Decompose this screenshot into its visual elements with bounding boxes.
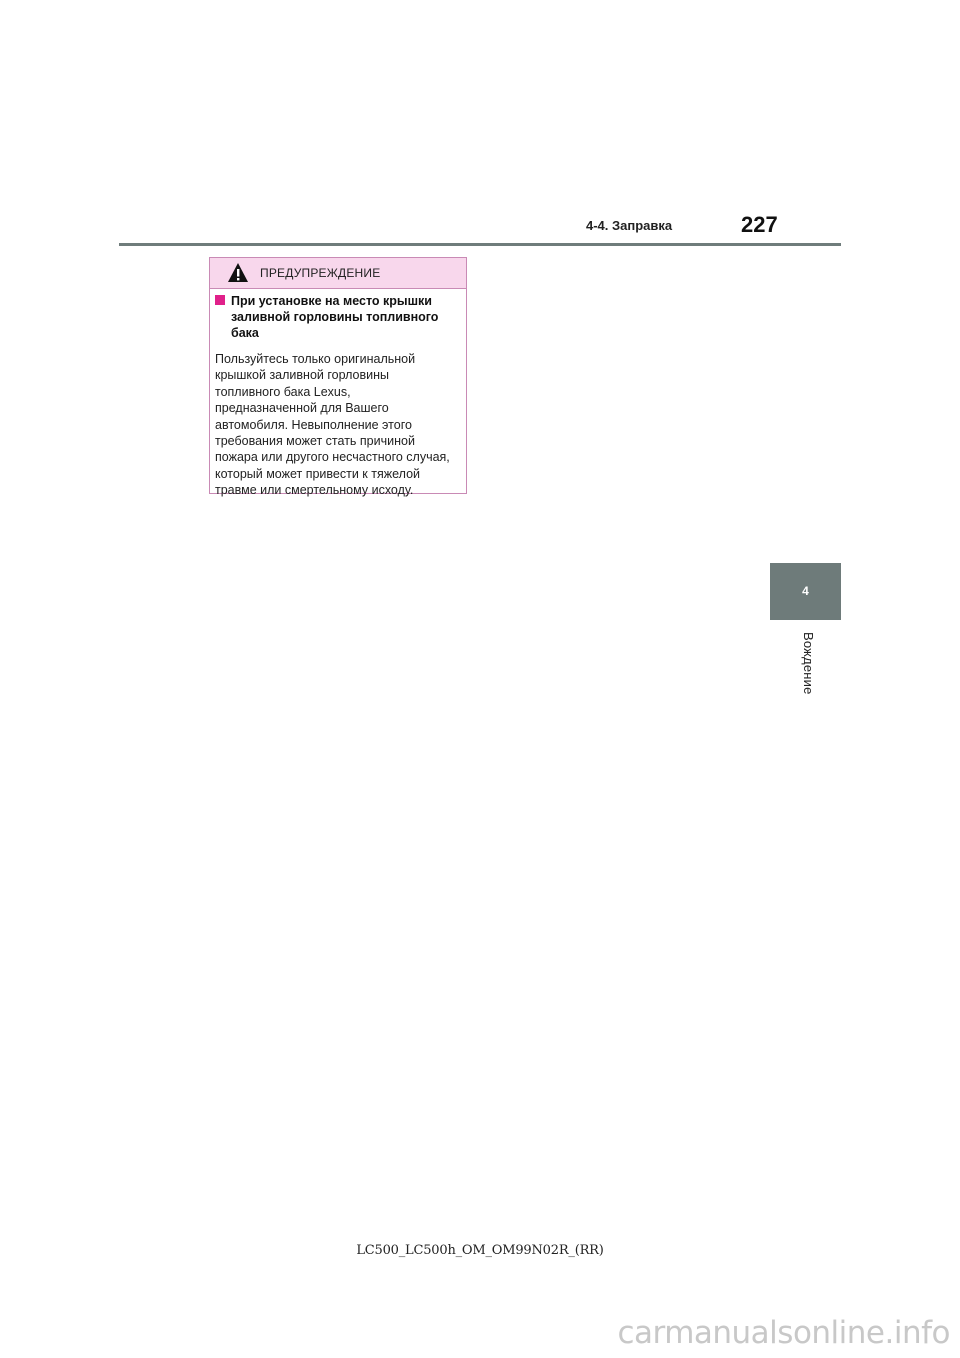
warning-subheading-text: При установке на место крышки заливной горловины топливного бака: [231, 294, 439, 340]
warning-header: [210, 258, 466, 289]
warning-triangle-icon: [227, 262, 249, 283]
footer-code: LC500_LC500h_OM_OM99N02R_(RR): [356, 1243, 604, 1258]
warning-title: ПРЕДУПРЕЖДЕНИЕ: [260, 266, 381, 280]
warning-body-line: предназначенной для Вашего: [215, 401, 389, 416]
chapter-label: Вождение: [801, 632, 816, 695]
warning-body-line: травме или смертельному исходу.: [215, 483, 414, 498]
header-rule: [119, 243, 841, 246]
chapter-tab: [770, 563, 841, 620]
chapter-number: 4: [802, 584, 809, 598]
section-title: 4-4. Заправка: [586, 218, 673, 233]
warning-body: [215, 351, 458, 499]
warning-body-line: требования может стать причиной: [215, 434, 415, 449]
warning-subheading: [215, 293, 456, 341]
warning-body-line: пожара или другого несчастного случая,: [215, 450, 450, 465]
page-number: 227: [741, 212, 778, 237]
bullet-square-icon: [215, 295, 225, 305]
warning-body-line: который может привести к тяжелой: [215, 466, 421, 481]
warning-box: [209, 257, 467, 498]
warning-body-line: крышкой заливной горловины: [215, 368, 390, 383]
warning-body-line: Пользуйтесь только оригинальной: [215, 352, 416, 366]
watermark: carmanualsonline.info: [617, 1315, 950, 1351]
warning-body-line: топливного бака Lexus,: [215, 384, 351, 399]
warning-body-line: автомобиля. Невыполнение этого: [215, 417, 412, 432]
